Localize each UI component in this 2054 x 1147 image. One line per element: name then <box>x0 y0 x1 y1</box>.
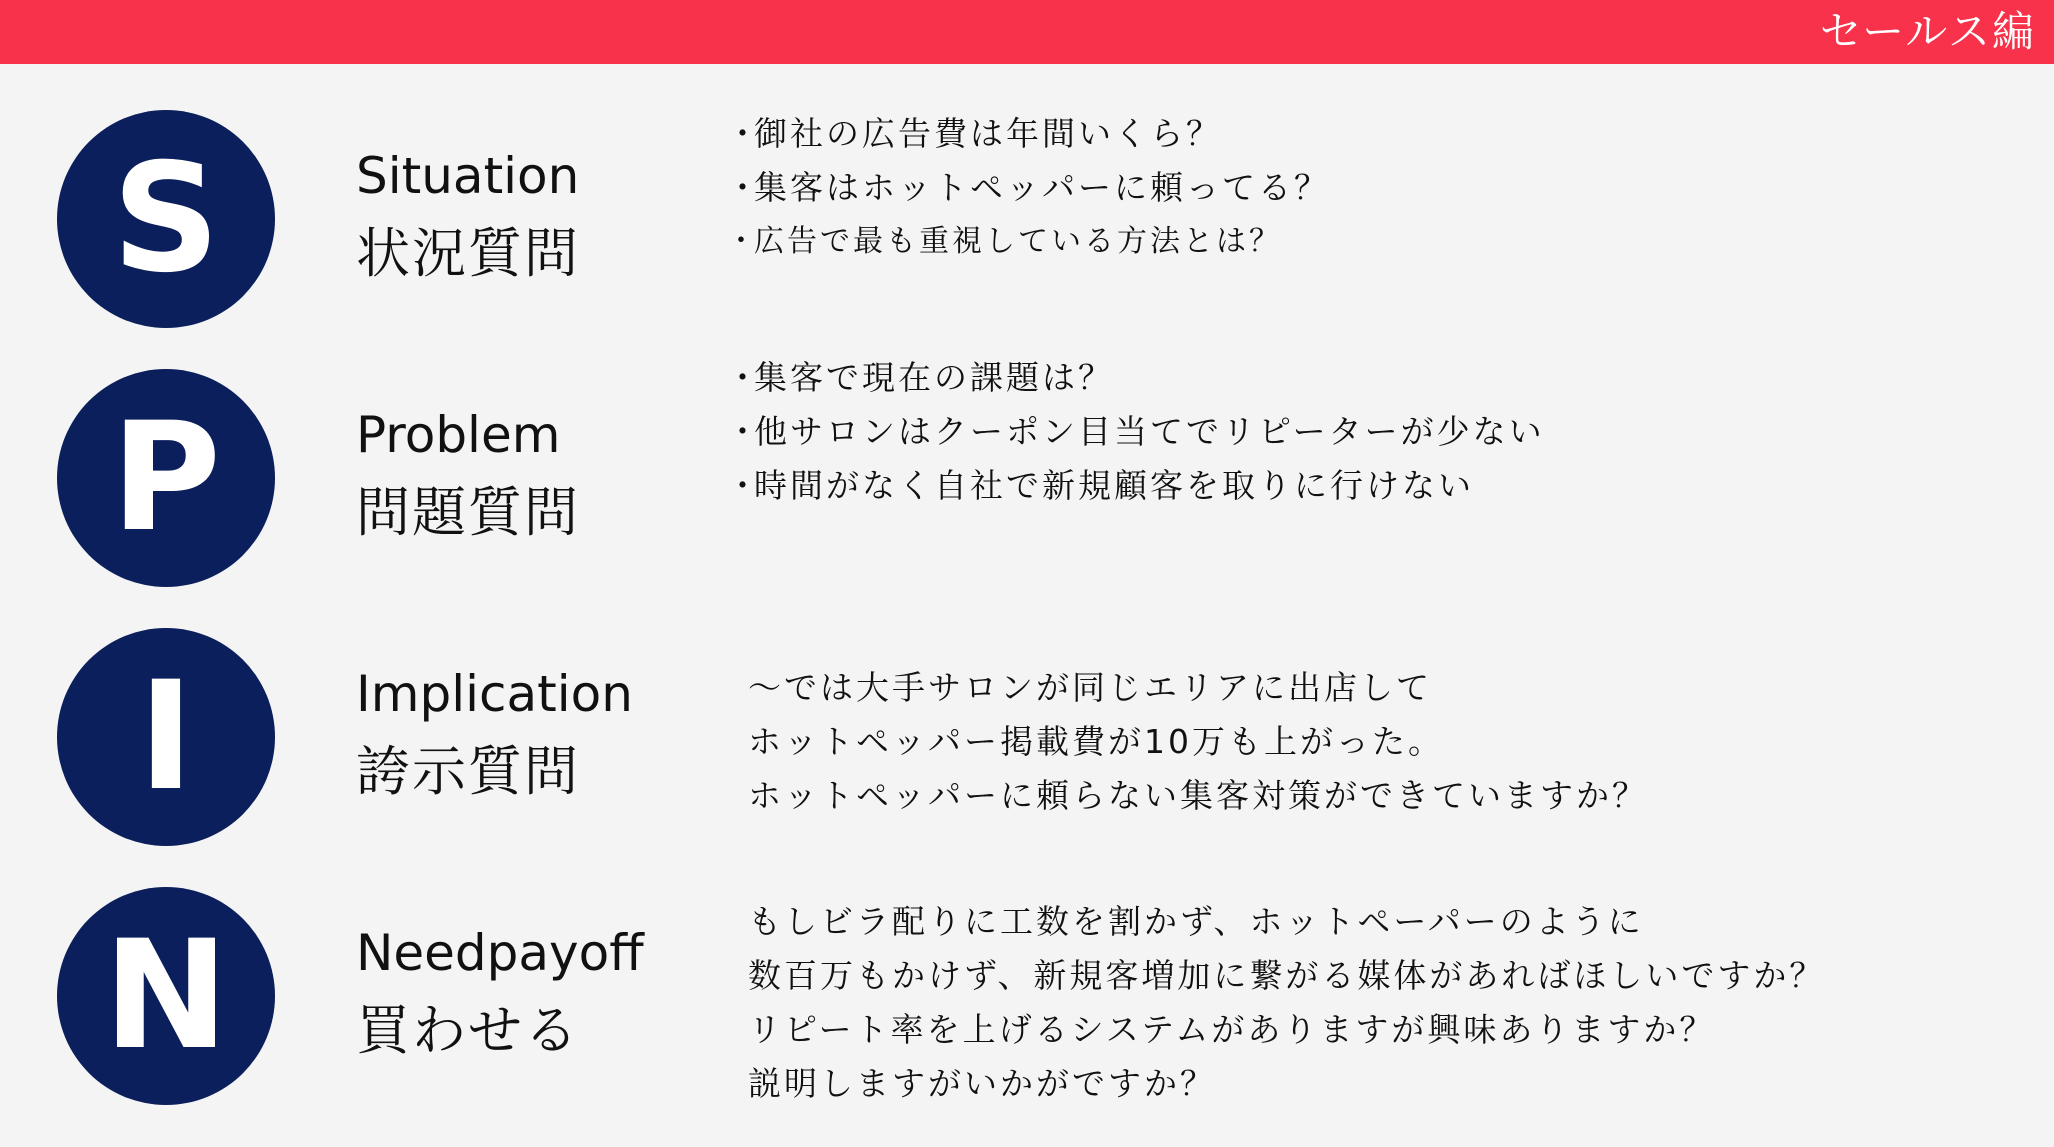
question-line: 〜では大手サロンが同じエリアに出店して <box>748 668 1432 707</box>
question-list <box>748 895 2048 1111</box>
question-line: ・ 集客はホットペッパーに頼ってる？ <box>726 161 2026 215</box>
letter-circle-p: P <box>57 369 275 587</box>
label-block <box>356 146 676 286</box>
question-line: 数百万もかけず、新規客増加に繋がる媒体があればほしいですか？ <box>748 956 1826 995</box>
letter-circle-i: I <box>57 628 275 846</box>
question-list <box>748 661 2048 823</box>
spin-row-problem <box>0 358 2054 629</box>
label-en: Problem <box>356 406 561 464</box>
spin-row-implication <box>0 628 2054 888</box>
label-block <box>356 923 676 1063</box>
label-ja: 問題質問 <box>356 481 580 544</box>
question-line: ・ 広告で最も重視している方法とは？ <box>726 215 2026 269</box>
question-line: ・ 他サロンはクーポン目当てでリピーターが少ない <box>726 405 2026 459</box>
question-line: ・ 時間がなく自社で新規顧客を取りに行けない <box>726 459 2026 513</box>
label-ja: 誇示質問 <box>356 740 580 803</box>
header-bar <box>0 0 2054 64</box>
label-en: Needpayoff <box>356 924 644 982</box>
question-line: 説明しますがいかがですか？ <box>748 1064 1216 1103</box>
question-list <box>726 107 2026 269</box>
question-line: ・ 御社の広告費は年間いくら？ <box>726 107 2026 161</box>
label-block <box>356 405 676 545</box>
label-en: Situation <box>356 147 580 205</box>
question-line: ・ 集客で現在の課題は？ <box>726 351 2026 405</box>
question-line: ホットペッパー掲載費が10万も上がった。 <box>748 722 1444 761</box>
label-block <box>356 664 676 804</box>
section-label: セールス編 <box>1819 7 2036 56</box>
label-ja: 買わせる <box>356 999 580 1062</box>
spin-row-needpayoff <box>0 887 2054 1147</box>
spin-row-situation <box>0 110 2054 370</box>
label-ja: 状況質問 <box>356 222 580 285</box>
question-list <box>726 351 2026 513</box>
question-line: リピート率を上げるシステムがありますが興味ありますか？ <box>748 1010 1716 1049</box>
letter-circle-n: N <box>57 887 275 1105</box>
question-line: ホットペッパーに頼らない集客対策ができていますか？ <box>748 776 1648 815</box>
letter-circle-s: S <box>57 110 275 328</box>
question-line: もしビラ配りに工数を割かず、ホットペーパーのように <box>748 902 1644 941</box>
label-en: Implication <box>356 665 633 723</box>
